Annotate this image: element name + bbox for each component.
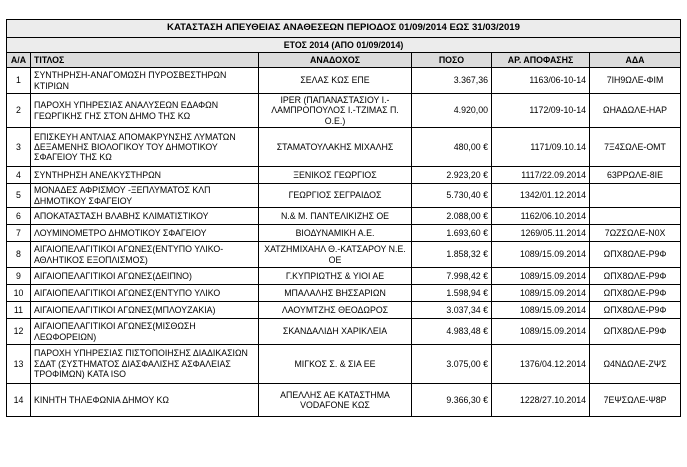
row-contractor: Γ.ΚΥΠΡΙΩΤΗΣ & ΥΙΟΙ ΑΕ: [259, 268, 412, 285]
row-number: 1: [7, 68, 31, 94]
row-amount: 3.367,36: [412, 68, 492, 94]
row-contractor: ΜΠΑΛΑΛΗΣ ΒΗΣΣΑΡΙΩΝ: [259, 285, 412, 302]
row-ada-code: 7Ξ4ΣΩΛΕ-ΟΜΤ: [590, 128, 681, 167]
row-title: ΑΙΓΑΙΟΠΕΛΑΓΙΤΙΚΟΙ ΑΓΩΝΕΣ(ΕΝΤΥΠΟ ΥΛΙΚΟ-ΑΘΛΗΤΙΚΟΣ ΕΞΟΠΛΙΣΜΟΣ): [31, 242, 259, 268]
row-amount: 7.998,42 €: [412, 268, 492, 285]
row-title: ΑΙΓΑΙΟΠΕΛΑΓΙΤΙΚΟΙ ΑΓΩΝΕΣ(ΔΕΙΠΝΟ): [31, 268, 259, 285]
row-ada-code: ΩΠΧ8ΩΛΕ-Ρ9Φ: [590, 302, 681, 319]
row-decision-number: 1089/15.09.2014: [492, 285, 590, 302]
table-row: [7, 208, 681, 225]
row-title: ΑΙΓΑΙΟΠΕΛΑΓΙΤΙΚΟΙ ΑΓΩΝΕΣ(ΜΠΛΟΥΖΑΚΙΑ): [31, 302, 259, 319]
row-decision-number: 1269/05.11.2014: [492, 225, 590, 242]
row-title: ΑΠΟΚΑΤΑΣΤΑΣΗ ΒΛΑΒΗΣ ΚΛΙΜΑΤΙΣΤΙΚΟΥ: [31, 208, 259, 225]
row-contractor: ΣΕΛΑΣ ΚΩΣ ΕΠΕ: [259, 68, 412, 94]
table-row: [7, 345, 681, 384]
row-amount: 1.693,60 €: [412, 225, 492, 242]
row-title: ΠΑΡΟΧΗ ΥΠΗΡΕΣΙΑΣ ΑΝΑΛΥΣΕΩΝ ΕΔΑΦΩΝ ΓΕΩΡΓΙΚΗΣ ΓΗΣ ΣΤΟΝ ΔΗΜΟ ΤΗΣ ΚΩ: [31, 94, 259, 128]
row-amount: 1.858,32 €: [412, 242, 492, 268]
row-decision-number: 1089/15.09.2014: [492, 242, 590, 268]
row-contractor: ΞΕΝΙΚΟΣ ΓΕΩΡΓΙΟΣ: [259, 167, 412, 184]
row-number: 2: [7, 94, 31, 128]
row-amount: 5.730,40 €: [412, 184, 492, 208]
row-ada-code: ΩΠΧ8ΩΛΕ-Ρ9Φ: [590, 319, 681, 345]
row-ada-code: Ω4ΝΔΩΛΕ-ΖΨΣ: [590, 345, 681, 384]
table-row: [7, 319, 681, 345]
row-contractor: ΣΚΑΝΔΑΛΙΔΗ ΧΑΡΙΚΛΕΙΑ: [259, 319, 412, 345]
row-decision-number: 1089/15.09.2014: [492, 319, 590, 345]
row-number: 14: [7, 384, 31, 417]
row-ada-code: 7ΙΗ9ΩΛΕ-ΦΙΜ: [590, 68, 681, 94]
row-contractor: ΛΑΟΥΜΤΖΗΣ ΘΕΟΔΩΡΟΣ: [259, 302, 412, 319]
row-title: ΣΥΝΤΗΡΗΣΗ-ΑΝΑΓΟΜΩΣΗ ΠΥΡΟΣΒΕΣΤΗΡΩΝ ΚΤΙΡΙΩΝ: [31, 68, 259, 94]
table-row: [7, 225, 681, 242]
header-contractor: ΑΝΑΔΟΧΟΣ: [259, 53, 412, 68]
table-row: [7, 94, 681, 128]
row-amount: 3.075,00 €: [412, 345, 492, 384]
row-amount: 9.366,30 €: [412, 384, 492, 417]
row-title: ΛΟΥΜΙΝΟΜΕΤΡΟ ΔΗΜΟΤΙΚΟΥ ΣΦΑΓΕΙΟΥ: [31, 225, 259, 242]
row-decision-number: 1228/27.10.2014: [492, 384, 590, 417]
row-decision-number: 1117/22.09.2014: [492, 167, 590, 184]
header-decision: ΑΡ. ΑΠΟΦΑΣΗΣ: [492, 53, 590, 68]
table-row: [7, 285, 681, 302]
column-header-row: [7, 53, 681, 68]
table-row: [7, 242, 681, 268]
header-num: Α/Α: [7, 53, 31, 68]
row-number: 6: [7, 208, 31, 225]
row-title: ΚΙΝΗΤΗ ΤΗΛΕΦΩΝΙΑ ΔΗΜΟΥ ΚΩ: [31, 384, 259, 417]
header-amount: ΠΟΣΟ: [412, 53, 492, 68]
row-contractor: ΣΤΑΜΑΤΟΥΛΑΚΗΣ ΜΙΧΑΛΗΣ: [259, 128, 412, 167]
row-title: ΕΠΙΣΚΕΥΗ ΑΝΤΛΙΑΣ ΑΠΟΜΑΚΡΥΝΣΗΣ ΛΥΜΑΤΩΝ ΔΕΞΑΜΕΝΗΣ ΒΙΟΛΟΓΙΚΟΥ ΤΟΥ ΔΗΜΟΤΙΚΟΥ ΣΦΑΓΕΙΟΥ ΤΗΣ ΚΩ: [31, 128, 259, 167]
table-row: [7, 302, 681, 319]
row-decision-number: 1163/06-10-14: [492, 68, 590, 94]
row-number: 8: [7, 242, 31, 268]
row-amount: 480,00 €: [412, 128, 492, 167]
header-ada: ΑΔΑ: [590, 53, 681, 68]
row-title: ΑΙΓΑΙΟΠΕΛΑΓΙΤΙΚΟΙ ΑΓΩΝΕΣ(ΕΝΤΥΠΟ ΥΛΙΚΟ: [31, 285, 259, 302]
row-decision-number: 1089/15.09.2014: [492, 302, 590, 319]
row-ada-code: [590, 184, 681, 208]
row-ada-code: 7ΕΨΣΩΛΕ-Ψ8Ρ: [590, 384, 681, 417]
row-title: ΑΙΓΑΙΟΠΕΛΑΓΙΤΙΚΟΙ ΑΓΩΝΕΣ(ΜΙΣΘΩΣΗ ΛΕΩΦΟΡΕΙΩΝ): [31, 319, 259, 345]
direct-awards-table: [6, 19, 681, 417]
row-title: ΣΥΝΤΗΡΗΣΗ ΑΝΕΛΚΥΣΤΗΡΩΝ: [31, 167, 259, 184]
table-row: [7, 128, 681, 167]
table-row: [7, 268, 681, 285]
row-amount: 4.983,48 €: [412, 319, 492, 345]
row-decision-number: 1089/15.09.2014: [492, 268, 590, 285]
row-decision-number: 1171/09.10.14: [492, 128, 590, 167]
table-row: [7, 68, 681, 94]
row-ada-code: 7ΩΖΣΩΛΕ-Ν0Χ: [590, 225, 681, 242]
document-title-row: [7, 20, 681, 38]
row-ada-code: [590, 208, 681, 225]
row-contractor: ΜΙΓΚΟΣ Σ. & ΣΙΑ ΕΕ: [259, 345, 412, 384]
row-contractor: Ν.& Μ. ΠΑΝΤΕΛΙΚΙΖΗΣ ΟΕ: [259, 208, 412, 225]
row-ada-code: ΩΠΧ8ΩΛΕ-Ρ9Φ: [590, 268, 681, 285]
row-decision-number: 1342/01.12.2014: [492, 184, 590, 208]
row-number: 10: [7, 285, 31, 302]
table-body: [7, 68, 681, 417]
row-decision-number: 1172/09-10-14: [492, 94, 590, 128]
row-ada-code: ΩΗΑΔΩΛΕ-ΗΑΡ: [590, 94, 681, 128]
row-number: 9: [7, 268, 31, 285]
row-contractor: ΑΠΕΛΛΗΣ ΑΕ ΚΑΤΑΣΤΗΜΑ VODAFONE ΚΩΣ: [259, 384, 412, 417]
row-title: ΠΑΡΟΧΗ ΥΠΗΡΕΣΙΑΣ ΠΙΣΤΟΠΟΙΗΣΗΣ ΔΙΑΔΙΚΑΣΙΩΝ ΣΔΑΤ (ΣΥΣΤΗΜΑΤΟΣ ΔΙΑΣΦΑΛΙΣΗΣ ΑΣΦΑΛΕΙΑΣ ΤΡΟΦΙΜΩΝ) ΚΑΤΑ ISO: [31, 345, 259, 384]
table-row: [7, 184, 681, 208]
row-number: 11: [7, 302, 31, 319]
row-amount: 3.037,34 €: [412, 302, 492, 319]
row-title: ΜΟΝΑΔΕΣ ΑΦΡΙΣΜΟΥ -ΞΕΠΛΥΜΑΤΟΣ ΚΛΠ ΔΗΜΟΤΙΚΟΥ ΣΦΑΓΕΙΟΥ: [31, 184, 259, 208]
row-amount: 2.923,20 €: [412, 167, 492, 184]
row-number: 7: [7, 225, 31, 242]
row-amount: 1.598,94 €: [412, 285, 492, 302]
row-ada-code: ΩΠΧ8ΩΛΕ-Ρ9Φ: [590, 285, 681, 302]
row-number: 5: [7, 184, 31, 208]
row-amount: 2.088,00 €: [412, 208, 492, 225]
row-decision-number: 1376/04.12.2014: [492, 345, 590, 384]
row-number: 3: [7, 128, 31, 167]
row-ada-code: 63ΡΡΩΛΕ-8ΙΕ: [590, 167, 681, 184]
header-title: ΤΙΤΛΟΣ: [31, 53, 259, 68]
year-heading-row: [7, 38, 681, 53]
row-amount: 4.920,00: [412, 94, 492, 128]
row-number: 12: [7, 319, 31, 345]
row-ada-code: ΩΠΧ8ΩΛΕ-Ρ9Φ: [590, 242, 681, 268]
row-number: 13: [7, 345, 31, 384]
row-contractor: IPER (ΠΑΠΑΝΑΣΤΑΣΙΟΥ Ι.-ΛΑΜΠΡΟΠΟΥΛΟΣ Ι.-ΤΖΙΜΑΣ Π. Ο.Ε.): [259, 94, 412, 128]
year-heading: ΕΤΟΣ 2014 (ΑΠΟ 01/09/2014): [7, 38, 681, 53]
row-number: 4: [7, 167, 31, 184]
table-row: [7, 384, 681, 417]
row-contractor: ΧΑΤΖΗΜΙΧΑΗΛ Θ.-ΚΑΤΣΑΡΟΥ Ν.Ε. ΟΕ: [259, 242, 412, 268]
row-decision-number: 1162/06.10.2014: [492, 208, 590, 225]
row-contractor: ΓΕΩΡΓΙΟΣ ΣΕΓΡΑΙΔΟΣ: [259, 184, 412, 208]
row-contractor: ΒΙΟΔΥΝΑΜΙΚΗ Α.Ε.: [259, 225, 412, 242]
document-title: ΚΑΤΑΣΤΑΣΗ ΑΠΕΥΘΕΙΑΣ ΑΝΑΘΕΣΕΩΝ ΠΕΡΙΟΔΟΣ 01/09/2014 ΕΩΣ 31/03/2019: [7, 20, 681, 38]
table-row: [7, 167, 681, 184]
